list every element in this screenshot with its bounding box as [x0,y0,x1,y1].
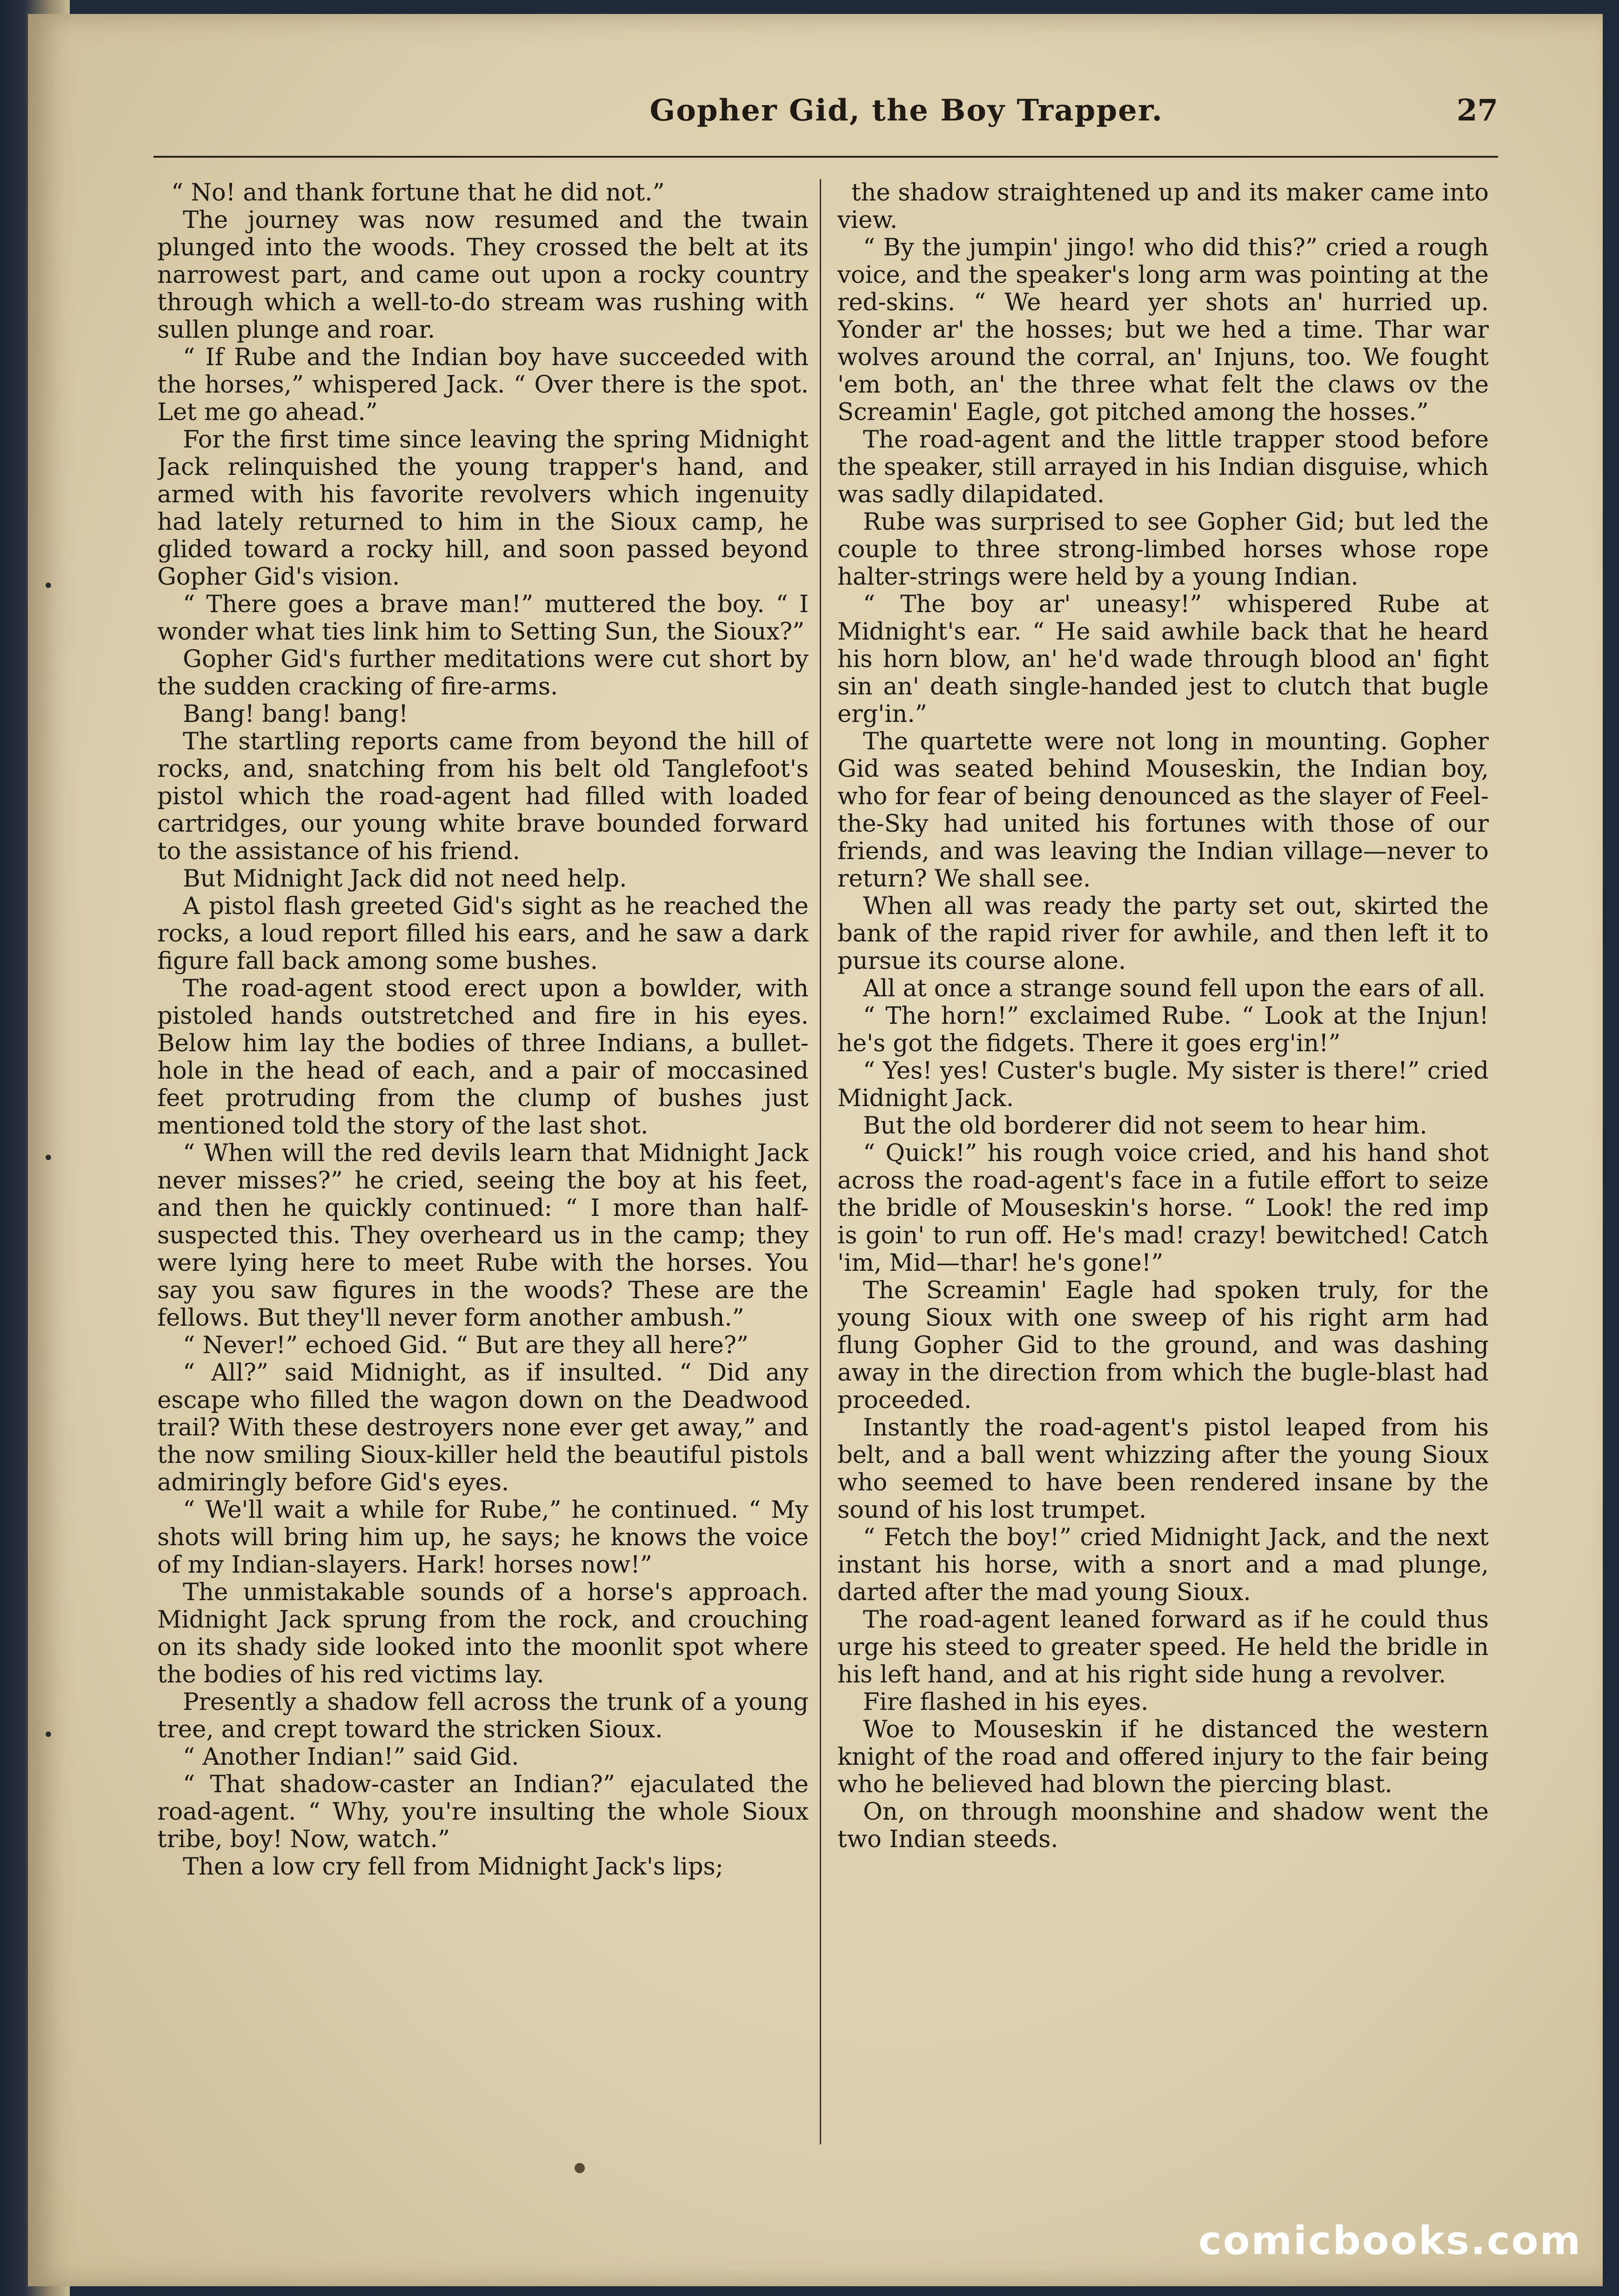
paragraph: “ The horn!” exclaimed Rube. “ Look at the Injun! he's got the fidgets. There it goes erg'in!” [837,1002,1489,1057]
paragraph: The road-agent and the little trapper stood before the speaker, still arrayed in his Indian disguise, which was sadly dilapidated. [837,426,1489,508]
paragraph: “ If Rube and the Indian boy have succeeded with the horses,” whispered Jack. “ Over there is the spot. Let me go ahead.” [157,344,809,426]
header-rule [154,156,1498,158]
binding-stitch: • [43,1724,54,1746]
binding-stitch: • [43,575,54,597]
paragraph: Woe to Mouseskin if he distanced the western knight of the road and offered injury to the fair being who he believed had blown the piercing blast. [837,1716,1489,1798]
binding-stitch: • [43,1148,54,1169]
paragraph: Gopher Gid's further meditations were cut short by the sudden cracking of fire-arms. [157,646,809,701]
paragraph: The startling reports came from beyond the hill of rocks, and, snatching from his belt old Tanglefoot's pistol which the road-agent had filled with loaded cartridges, our young white brave bounded forward to the assistance of his friend. [157,728,809,865]
paragraph: “ That shadow-caster an Indian?” ejaculated the road-agent. “ Why, you're insulting the whole Sioux tribe, boy! Now, watch.” [157,1771,809,1853]
column-divider [820,179,821,2144]
paragraph: The journey was now resumed and the twain plunged into the woods. They crossed the belt at its narrowest part, and came out upon a rocky country through which a well-to-do stream was rushing with sullen plunge and roar. [157,207,809,344]
paragraph: But Midnight Jack did not need help. [183,865,627,893]
paragraph: All at once a strange sound fell upon the ears of all. [863,975,1485,1002]
paragraph: “ We'll wait a while for Rube,” he continued. “ My shots will bring him up, he says; he knows the voice of my Indian-slayers. Hark! horses now!” [157,1496,809,1579]
paragraph: “ There goes a brave man!” muttered the boy. “ I wonder what ties link him to Setting Sun, the Sioux?” [157,591,809,646]
paragraph: Fire flashed in his eyes. [863,1689,1149,1716]
paragraph: A pistol flash greeted Gid's sight as he reached the rocks, a loud report filled his ears, and he saw a dark figure fall back among some bushes. [157,893,809,975]
paragraph: “ Quick!” his rough voice cried, and his hand shot across the road-agent's face in a futile effort to seize the bridle of Mouseskin's horse. “ Look! the red imp is goin' to run off. He's mad! crazy! bewitched! Catch 'im, Mid—thar! he's gone!” [837,1140,1489,1277]
paragraph: On, on through moonshine and shadow went the two Indian steeds. [837,1798,1489,1853]
paragraph: The Screamin' Eagle had spoken truly, for the young Sioux with one sweep of his right arm had flung Gopher Gid to the ground, and was dashing away in the direction from which the bugle-blast had proceeded. [837,1277,1489,1414]
paragraph: The quartette were not long in mounting. Gopher Gid was seated behind Mouseskin, the Indian boy, who for fear of being denounced as the slayer of Feel-the-Sky had united his fortunes with those of our friends, and was leaving the Indian village—never to return? We shall see. [837,728,1489,893]
paragraph: Presently a shadow fell across the trunk of a young tree, and crept toward the stricken Sioux. [157,1689,809,1743]
paragraph: But the old borderer did not seem to hear him. [863,1112,1427,1140]
paragraph: “ All?” said Midnight, as if insulted. “ Did any escape who filled the wagon down on the Deadwood trail? With these destroyers none ever get away,” and the now smiling Sioux-killer held the beautiful pistols admiringly before Gid's eyes. [157,1359,809,1496]
paragraph: “ The boy ar' uneasy!” whispered Rube at Midnight's ear. “ He said awhile back that he heard his horn blow, an' he'd wade through blood an' fight sin an' death single-handed jest to clutch that bugle erg'in.” [837,591,1489,728]
paragraph: “ By the jumpin' jingo! who did this?” cried a rough voice, and the speaker's long arm was pointing at the red-skins. “ We heard yer shots an' hurried up. Yonder ar' the hosses; but we hed a time. Thar war wolves around the corral, an' Injuns, too. We fought 'em both, an' the three what felt the claws ov the Screamin' Eagle, got pitched among the hosses.” [837,234,1489,426]
paragraph: “ Fetch the boy!” cried Midnight Jack, and the next instant his horse, with a snort and a mad plunge, darted after the mad young Sioux. [837,1524,1489,1606]
ink-spot [575,2163,585,2173]
paragraph: The road-agent stood erect upon a bowlder, with pistoled hands outstretched and fire in his eyes. Below him lay the bodies of three Indians, a bullet-hole in the head of each, and a pair of moccasined feet protruding from the clump of bushes just mentioned told the story of the last shot. [157,975,809,1140]
paragraph: “ Never!” echoed Gid. “ But are they all here?” [183,1332,749,1359]
paragraph: Then a low cry fell from Midnight Jack's lips; [183,1853,723,1881]
page-header [512,88,1498,140]
paragraph: The road-agent leaned forward as if he could thus urge his steed to greater speed. He held the bridle in his left hand, and at his right side hung a revolver. [837,1606,1489,1689]
left-text-column [157,179,809,2151]
paragraph: “ No! and thank fortune that he did not.” [171,179,665,207]
paragraph: The unmistakable sounds of a horse's approach. Midnight Jack sprung from the rock, and crouching on its shady side looked into the moonlit spot where the bodies of his red victims lay. [157,1579,809,1689]
watermark: comicbooks.com [1198,2218,1582,2263]
paragraph: For the first time since leaving the spring Midnight Jack relinquished the young trapper's hand, and armed with his favorite revolvers which ingenuity had lately returned to him in the Sioux camp, he glided toward a rocky hill, and soon passed beyond Gopher Gid's vision. [157,426,809,591]
paragraph: the shadow straightened up and its maker came into view. [837,179,1489,234]
page-number: 27 [1456,93,1498,128]
paragraph: “ Another Indian!” said Gid. [183,1743,519,1771]
paragraph: Instantly the road-agent's pistol leaped from his belt, and a ball went whizzing after the young Sioux who seemed to have been rendered insane by the sound of his lost trumpet. [837,1414,1489,1524]
right-text-column [837,179,1489,2151]
paragraph: Bang! bang! bang! [183,701,408,728]
paragraph: “ When will the red devils learn that Midnight Jack never misses?” he cried, seeing the boy at his feet, and then he quickly continued: “ I more than half-suspected this. They overheard us in the camp; they were lying here to meet Rube with the horses. You say you saw figures in the woods? These are the fellows. But they'll never form another ambush.” [157,1140,809,1332]
paragraph: When all was ready the party set out, skirted the bank of the rapid river for awhile, and then left it to pursue its course alone. [837,893,1489,975]
paragraph: “ Yes! yes! Custer's bugle. My sister is there!” cried Midnight Jack. [837,1057,1489,1112]
running-title: Gopher Gid, the Boy Trapper. [649,93,1163,128]
paragraph: Rube was surprised to see Gopher Gid; but led the couple to three strong-limbed horses whose rope halter-strings were held by a young Indian. [837,508,1489,591]
